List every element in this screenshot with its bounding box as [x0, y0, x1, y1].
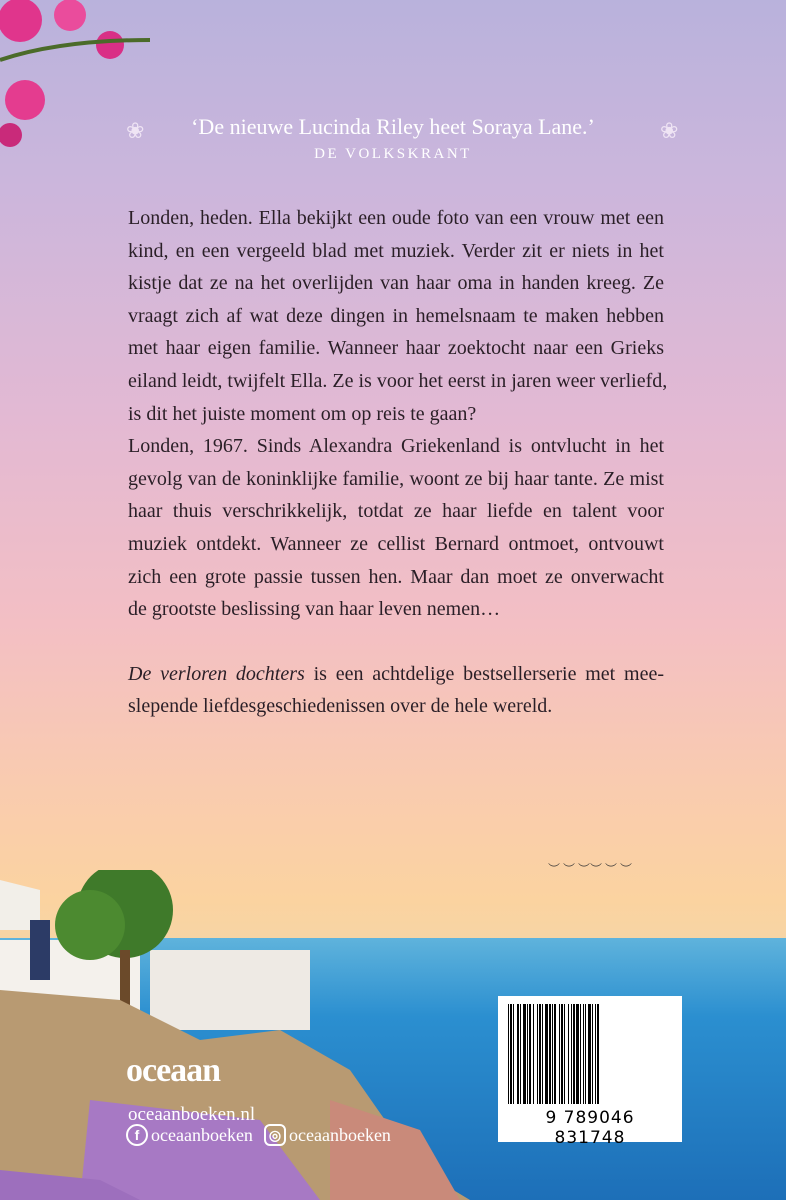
review-quote: [0, 114, 786, 163]
text-line: [128, 658, 664, 691]
text-line: kistje dat ze na het overlijden van haar oma in handen kreeg. Ze: [128, 272, 664, 295]
barcode-bars: [508, 1004, 672, 1104]
birds-icon: ︶ ︶ ︶︶ ︶ ︶: [548, 862, 633, 876]
paragraph-3: [128, 658, 664, 723]
quote-text: ‘De nieuwe Lucinda Riley heet Soraya Lane.’: [191, 114, 595, 139]
barcode-bar: [599, 1004, 600, 1104]
text-line: is dit het juiste moment om op reis te gaan?: [128, 402, 477, 425]
instagram-handle[interactable]: [264, 1124, 391, 1146]
instagram-icon: ◎: [264, 1124, 286, 1146]
paragraph-2: [128, 430, 664, 626]
publisher-website[interactable]: oceaanboeken.nl: [128, 1104, 256, 1125]
text-line: slepende liefdesgeschiedenissen over de hele wereld.: [128, 695, 553, 718]
flower-ornament-icon: ❀: [660, 118, 679, 143]
text-line: muziek ontdekt. Wanneer ze cellist Bernard ontmoet, ontvouwt: [128, 532, 664, 555]
series-title: De verloren dochters: [128, 662, 305, 685]
facebook-label: oceaanboeken: [151, 1124, 253, 1145]
text-line: eiland leidt, twijfelt Ella. Ze is voor het eerst in jaren weer verliefd,: [128, 369, 668, 392]
text-line: gevolg van de koninklijke familie, woont ze bij haar tante. Ze mist: [128, 467, 664, 490]
flower-ornament-icon: ❀: [126, 118, 145, 143]
text-segment: is een achtdelige bestsellerserie met mee-: [304, 662, 664, 685]
coastal-village-illustration: [0, 870, 470, 1200]
barcode: [498, 996, 682, 1148]
text-line: de grootste beslissing van haar leven nemen…: [128, 598, 501, 621]
text-line: met haar eigen familie. Wanneer haar zoektocht naar een Grieks: [128, 337, 664, 360]
quote-source: DE VOLKSKRANT: [314, 146, 472, 162]
publisher-logo: oceaan: [126, 1052, 221, 1089]
instagram-label: oceaanboeken: [289, 1124, 391, 1145]
isbn-number: 9 789046 831748: [545, 1108, 635, 1148]
text-line: zich een grote passie tussen hen. Maar dan moet ze onverwacht: [128, 565, 664, 588]
text-line: Londen, 1967. Sinds Alexandra Griekenland is ontvlucht in het: [128, 435, 664, 458]
text-line: vraagt zich af wat deze dingen in hemelsnaam te maken hebben: [128, 304, 664, 327]
paragraph-1: [128, 202, 668, 430]
blurb: [128, 202, 668, 723]
facebook-icon: f: [126, 1124, 148, 1146]
text-line: haar thuis verschrikkelijk, totdat ze haar liefde en talent voor: [128, 500, 664, 523]
facebook-handle[interactable]: [126, 1124, 253, 1146]
text-line: kind, en een vergeeld blad met muziek. Verder zit er niets in het: [128, 239, 664, 262]
text-line: Londen, heden. Ella bekijkt een oude foto van een vrouw met een: [128, 207, 664, 229]
